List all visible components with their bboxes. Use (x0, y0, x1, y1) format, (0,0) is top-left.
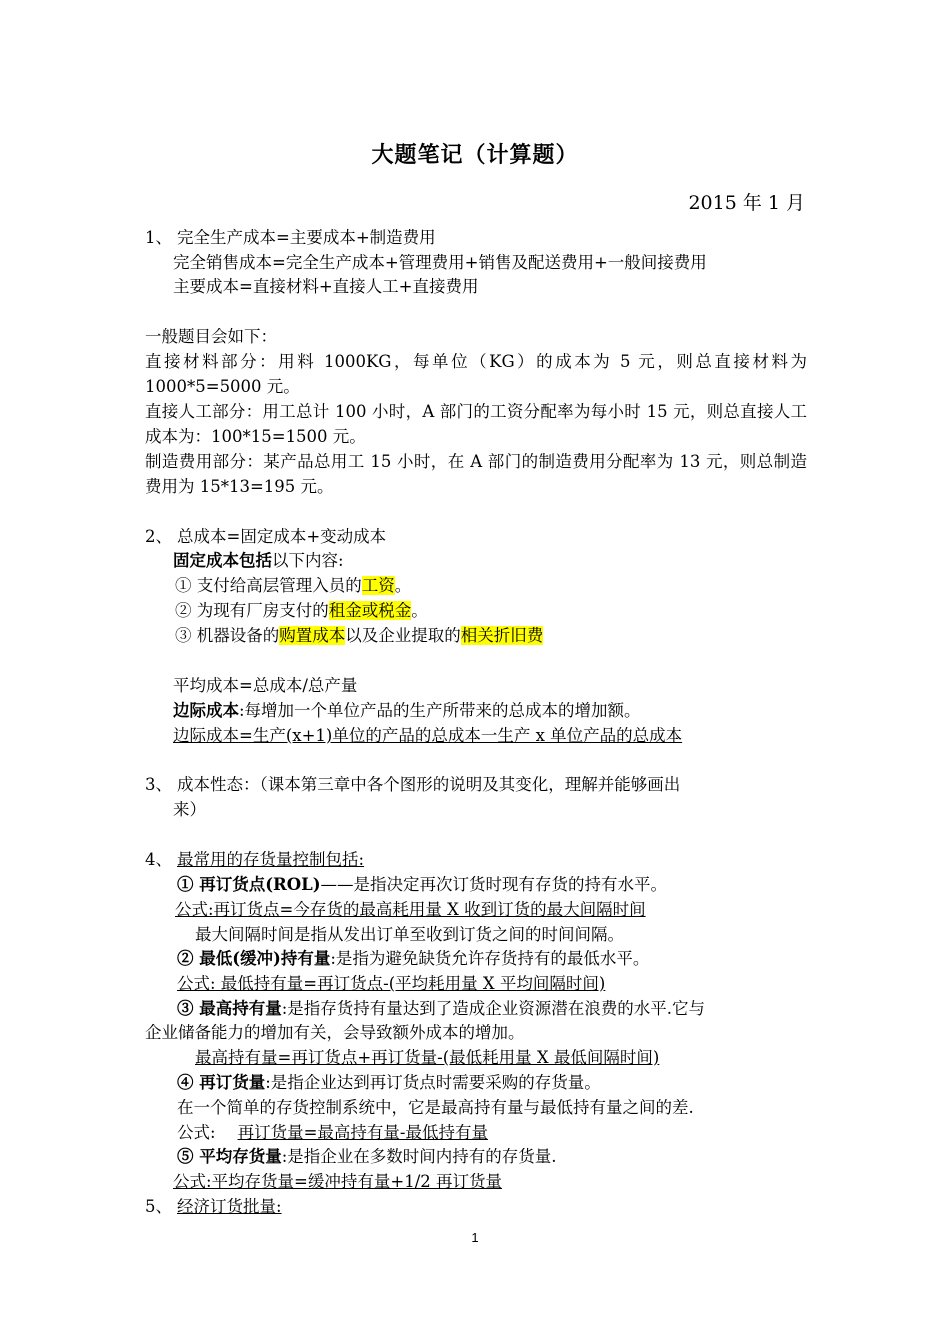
item1-highlight: 工资 (361, 576, 395, 595)
section1-paragraph-materials: 直接材料部分：用料 1000KG，每单位（KG）的成本为 5 元，则总直接材料为 1000*5=5000 元。 (145, 352, 807, 396)
section1-paragraph-overhead: 制造费用部分：某产品总用工 15 小时，在 A 部门的制造费用分配率为 13 元，则总制造费用为 15*13=195 元。 (145, 452, 807, 496)
rol-formula: 公式:再订货点=今存货的最高耗用量 X 收到订货的最大间隔时间 (175, 900, 646, 919)
item3-highlight-2: 相关折旧费 (460, 626, 544, 645)
section1-line-3: 主要成本=直接材料+直接人工+直接费用 (173, 277, 479, 296)
item3-text: ③ 机器设备的 (175, 626, 280, 645)
roq-formula-line (177, 1122, 488, 1144)
section4-heading: 最常用的存货量控制包括: (177, 850, 365, 869)
document-date: 2015 年 1 月 (688, 192, 805, 214)
section-number-4: 4、 (145, 850, 172, 869)
marginal-cost-label: 边际成本 (173, 701, 239, 720)
item1-text: ① 支付给高层管理入员的 (175, 576, 362, 595)
min-stock-label: ② 最低(缓冲)持有量 (177, 949, 331, 968)
max-stock-formula: 最高持有量=再订货点+再订货量-(最低耗用量 X 最低间隔时间) (195, 1048, 660, 1067)
roq-definition (177, 1072, 601, 1094)
fixed-cost-item-1 (175, 575, 411, 597)
roq-formula: 再订货量=最高持有量-最低持有量 (237, 1123, 488, 1142)
section2-fixed-cost-heading (173, 550, 344, 572)
section1-intro: 一般题目会如下： (145, 327, 277, 346)
roq-note: 在一个简单的存货控制系统中，它是最高持有量与最低持有量之间的差. (177, 1098, 694, 1117)
rol-rest: ——是指决定再次订货时现有存货的持有水平。 (320, 875, 668, 894)
section-number-5: 5、 (145, 1197, 172, 1216)
min-stock-formula: 公式: 最低持有量=再订货点-(平均耗用量 X 平均间隔时间) (177, 974, 606, 993)
marginal-cost-formula: 边际成本=生产(x+1)单位的产品的总成本一生产 x 单位产品的总成本 (173, 726, 683, 745)
roq-formula-label: 公式: (177, 1123, 216, 1142)
item2-text: ② 为现有厂房支付的 (175, 601, 329, 620)
max-stock-definition (177, 998, 705, 1020)
average-cost-formula: 平均成本=总成本/总产量 (173, 676, 358, 695)
page-number: 1 (471, 1230, 479, 1245)
avg-stock-definition (177, 1146, 557, 1168)
fixed-cost-label: 固定成本包括 (173, 551, 272, 570)
section1-line-2: 完全销售成本=完全生产成本+管理费用+销售及配送费用+一般间接费用 (173, 253, 707, 272)
item3-highlight-1: 购置成本 (279, 626, 346, 645)
marginal-cost-definition (173, 700, 641, 722)
item2-end: 。 (411, 601, 428, 620)
section-number-2: 2、 (145, 527, 172, 546)
avg-stock-rest: :是指企业在多数时间内持有的存货量. (281, 1147, 557, 1166)
rol-label: ① 再订货点(ROL) (177, 875, 321, 894)
item2-highlight: 租金或税金 (328, 601, 412, 620)
rol-definition (177, 874, 667, 896)
max-stock-line-2: 企业储备能力的增加有关，会导致额外成本的增加。 (145, 1023, 525, 1042)
marginal-cost-rest: :每增加一个单位产品的生产所带来的总成本的增加额。 (239, 701, 641, 720)
section3-line-2: 来） (173, 800, 206, 819)
item3-middle: 以及企业提取的 (345, 626, 461, 645)
section-number-1: 1、 (145, 228, 172, 247)
fixed-cost-item-3 (175, 625, 543, 647)
section2-total-cost: 总成本=固定成本+变动成本 (177, 527, 387, 546)
min-stock-definition (177, 948, 649, 970)
section1-line-1: 完全生产成本=主要成本+制造费用 (177, 228, 436, 247)
rol-note: 最大间隔时间是指从发出订单至收到订货之间的时间间隔。 (195, 925, 624, 944)
fixed-cost-rest: 以下内容: (272, 551, 344, 570)
section1-paragraph-labour: 直接人工部分：用工总计 100 小时，A 部门的工资分配率为每小时 15 元，则总直接人工成本为：100*15=1500 元。 (145, 402, 807, 446)
roq-rest: :是指企业达到再订货点时需要采购的存货量。 (265, 1073, 601, 1092)
section5-heading: 经济订货批量: (177, 1197, 282, 1216)
page-title: 大题笔记（计算题） (371, 142, 579, 168)
min-stock-rest: :是指为避免缺货允许存货持有的最低水平。 (330, 949, 650, 968)
max-stock-label: ③ 最高持有量 (177, 999, 282, 1018)
max-stock-rest: :是指存货持有量达到了造成企业资源潜在浪费的水平.它与 (281, 999, 706, 1018)
roq-label: ④ 再订货量 (177, 1073, 266, 1092)
avg-stock-label: ⑤ 平均存货量 (177, 1147, 282, 1166)
fixed-cost-item-2 (175, 600, 428, 622)
avg-stock-formula: 公式:平均存货量=缓冲持有量+1/2 再订货量 (173, 1172, 503, 1191)
item1-end: 。 (394, 576, 412, 595)
section-number-3: 3、 (145, 775, 172, 794)
section3-line-1: 成本性态：（课本第三章中各个图形的说明及其变化，理解并能够画出 (177, 775, 681, 794)
